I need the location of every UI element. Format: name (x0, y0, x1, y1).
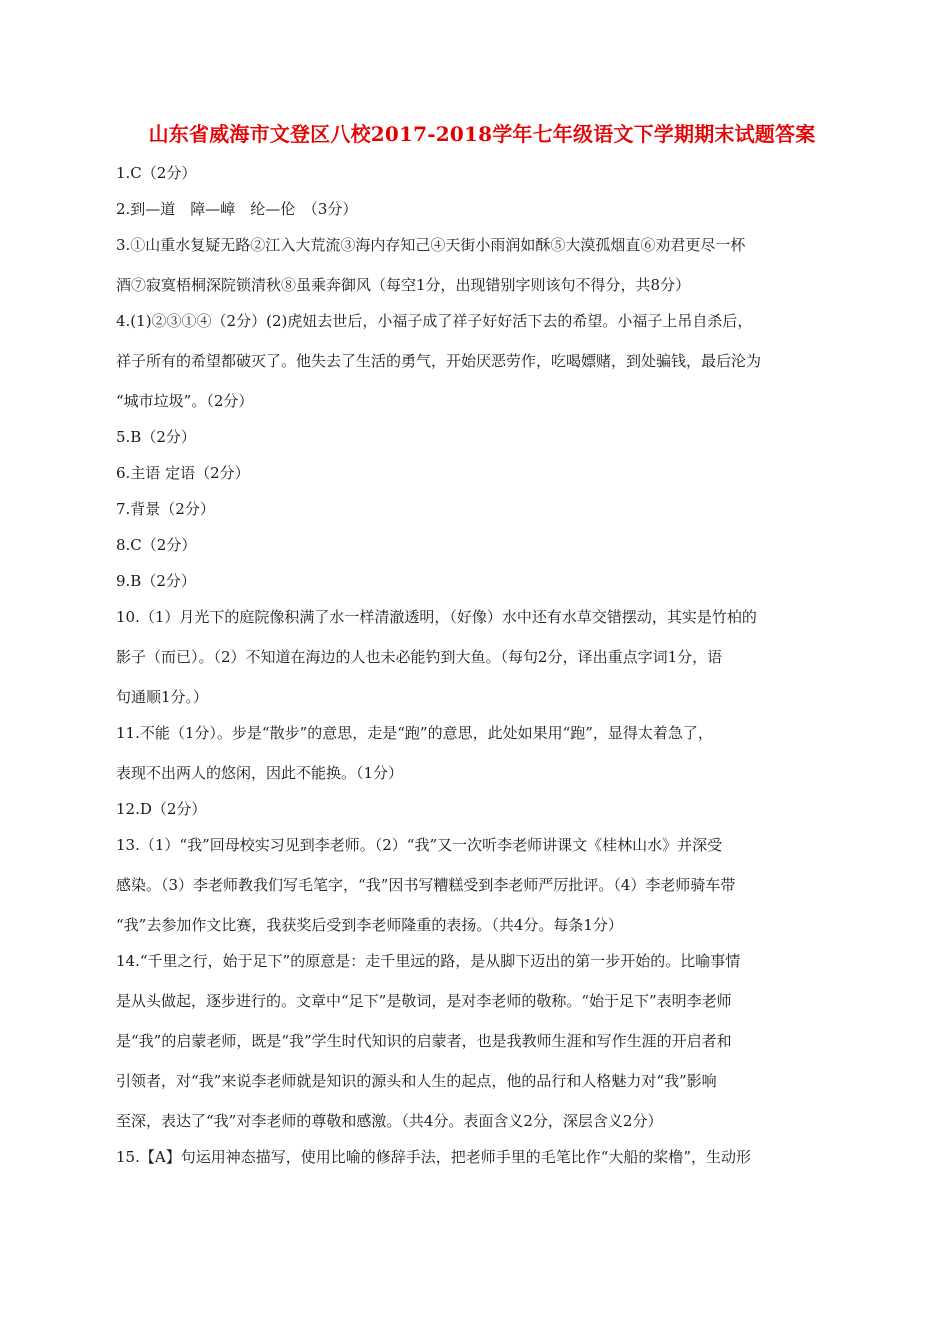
answer-line-9: 6.主语 定语（2分） (116, 464, 250, 482)
answer-line-21: “我”去参加作文比赛，我获奖后受到李老师隆重的表扬。（共4分。每条1分） (116, 916, 623, 934)
answer-line-8: 5.B（2分） (116, 428, 196, 446)
answer-line-27: 15.【A】句运用神态描写，使用比喻的修辞手法，把老师手里的毛笔比作“大船的桨橹”，生动形 (116, 1148, 752, 1166)
answer-line-2: 2.到—道 障—嶂 纶—伦 （3分） (116, 200, 358, 218)
answer-line-19: 13.（1）“我”回母校实习见到李老师。（2）“我”又一次听李老师讲课文《桂林山水》并深受 (116, 836, 723, 854)
answer-line-4: 酒⑦寂寞梧桐深院锁清秋⑧虽乘奔御风（每空1分，出现错别字则该句不得分，共8分） (116, 276, 691, 294)
answer-line-16: 11.不能（1分）。步是“散步”的意思，走是“跑”的意思，此处如果用“跑”，显得太着急了， (116, 724, 713, 742)
answer-line-13: 10.（1）月光下的庭院像积满了水一样清澈透明，（好像）水中还有水草交错摆动，其实是竹柏的 (116, 608, 757, 626)
answer-line-10: 7.背景（2分） (116, 500, 215, 518)
answer-line-24: 是“我”的启蒙老师，既是“我”学生时代知识的启蒙者，也是我教师生涯和写作生涯的开启者和 (116, 1032, 732, 1050)
answer-line-6: 祥子所有的希望都破灭了。他失去了生活的勇气，开始厌恶劳作，吃喝嫖赌，到处骗钱，最后沦为 (116, 352, 762, 370)
answer-line-5: 4.(1)②③①④（2分）(2)虎妞去世后，小福子成了祥子好好活下去的希望。小福子上吊自杀后， (116, 312, 753, 330)
answer-line-22: 14.“千里之行，始于足下”的原意是：走千里远的路，是从脚下迈出的第一步开始的。比喻事情 (116, 952, 741, 970)
answer-line-15: 句通顺1分。） (116, 688, 209, 706)
answer-line-20: 感染。（3）李老师教我们写毛笔字，“我”因书写糟糕受到李老师严厉批评。（4）李老师骑车带 (116, 876, 736, 894)
answer-line-18: 12.D（2分） (116, 800, 207, 818)
answer-line-1: 1.C（2分） (116, 164, 197, 182)
answer-line-25: 引领者，对“我”来说李老师就是知识的源头和人生的起点，他的品行和人格魅力对“我”影响 (116, 1072, 717, 1090)
answer-line-11: 8.C（2分） (116, 536, 197, 554)
answer-line-12: 9.B（2分） (116, 572, 196, 590)
document-title: 山东省威海市文登区八校2017-2018学年七年级语文下学期期末试题答案 (148, 122, 816, 146)
answer-line-7: “城市垃圾”。（2分） (116, 392, 254, 410)
answer-body (116, 162, 842, 1182)
answer-line-3: 3.①山重水复疑无路②江入大荒流③海内存知己④天街小雨润如酥⑤大漠孤烟直⑥劝君更尽一杯 (116, 236, 746, 254)
answer-line-23: 是从头做起，逐步进行的。文章中“足下”是敬词，是对李老师的敬称。“始于足下”表明李老师 (116, 992, 732, 1010)
answer-line-26: 至深，表达了“我”对李老师的尊敬和感激。（共4分。表面含义2分，深层含义2分） (116, 1112, 663, 1130)
answer-line-17: 表现不出两人的悠闲，因此不能换。（1分） (116, 764, 404, 782)
answer-line-14: 影子（而已）。（2）不知道在海边的人也未必能钓到大鱼。（每句2分，译出重点字词1分，语 (116, 648, 723, 666)
